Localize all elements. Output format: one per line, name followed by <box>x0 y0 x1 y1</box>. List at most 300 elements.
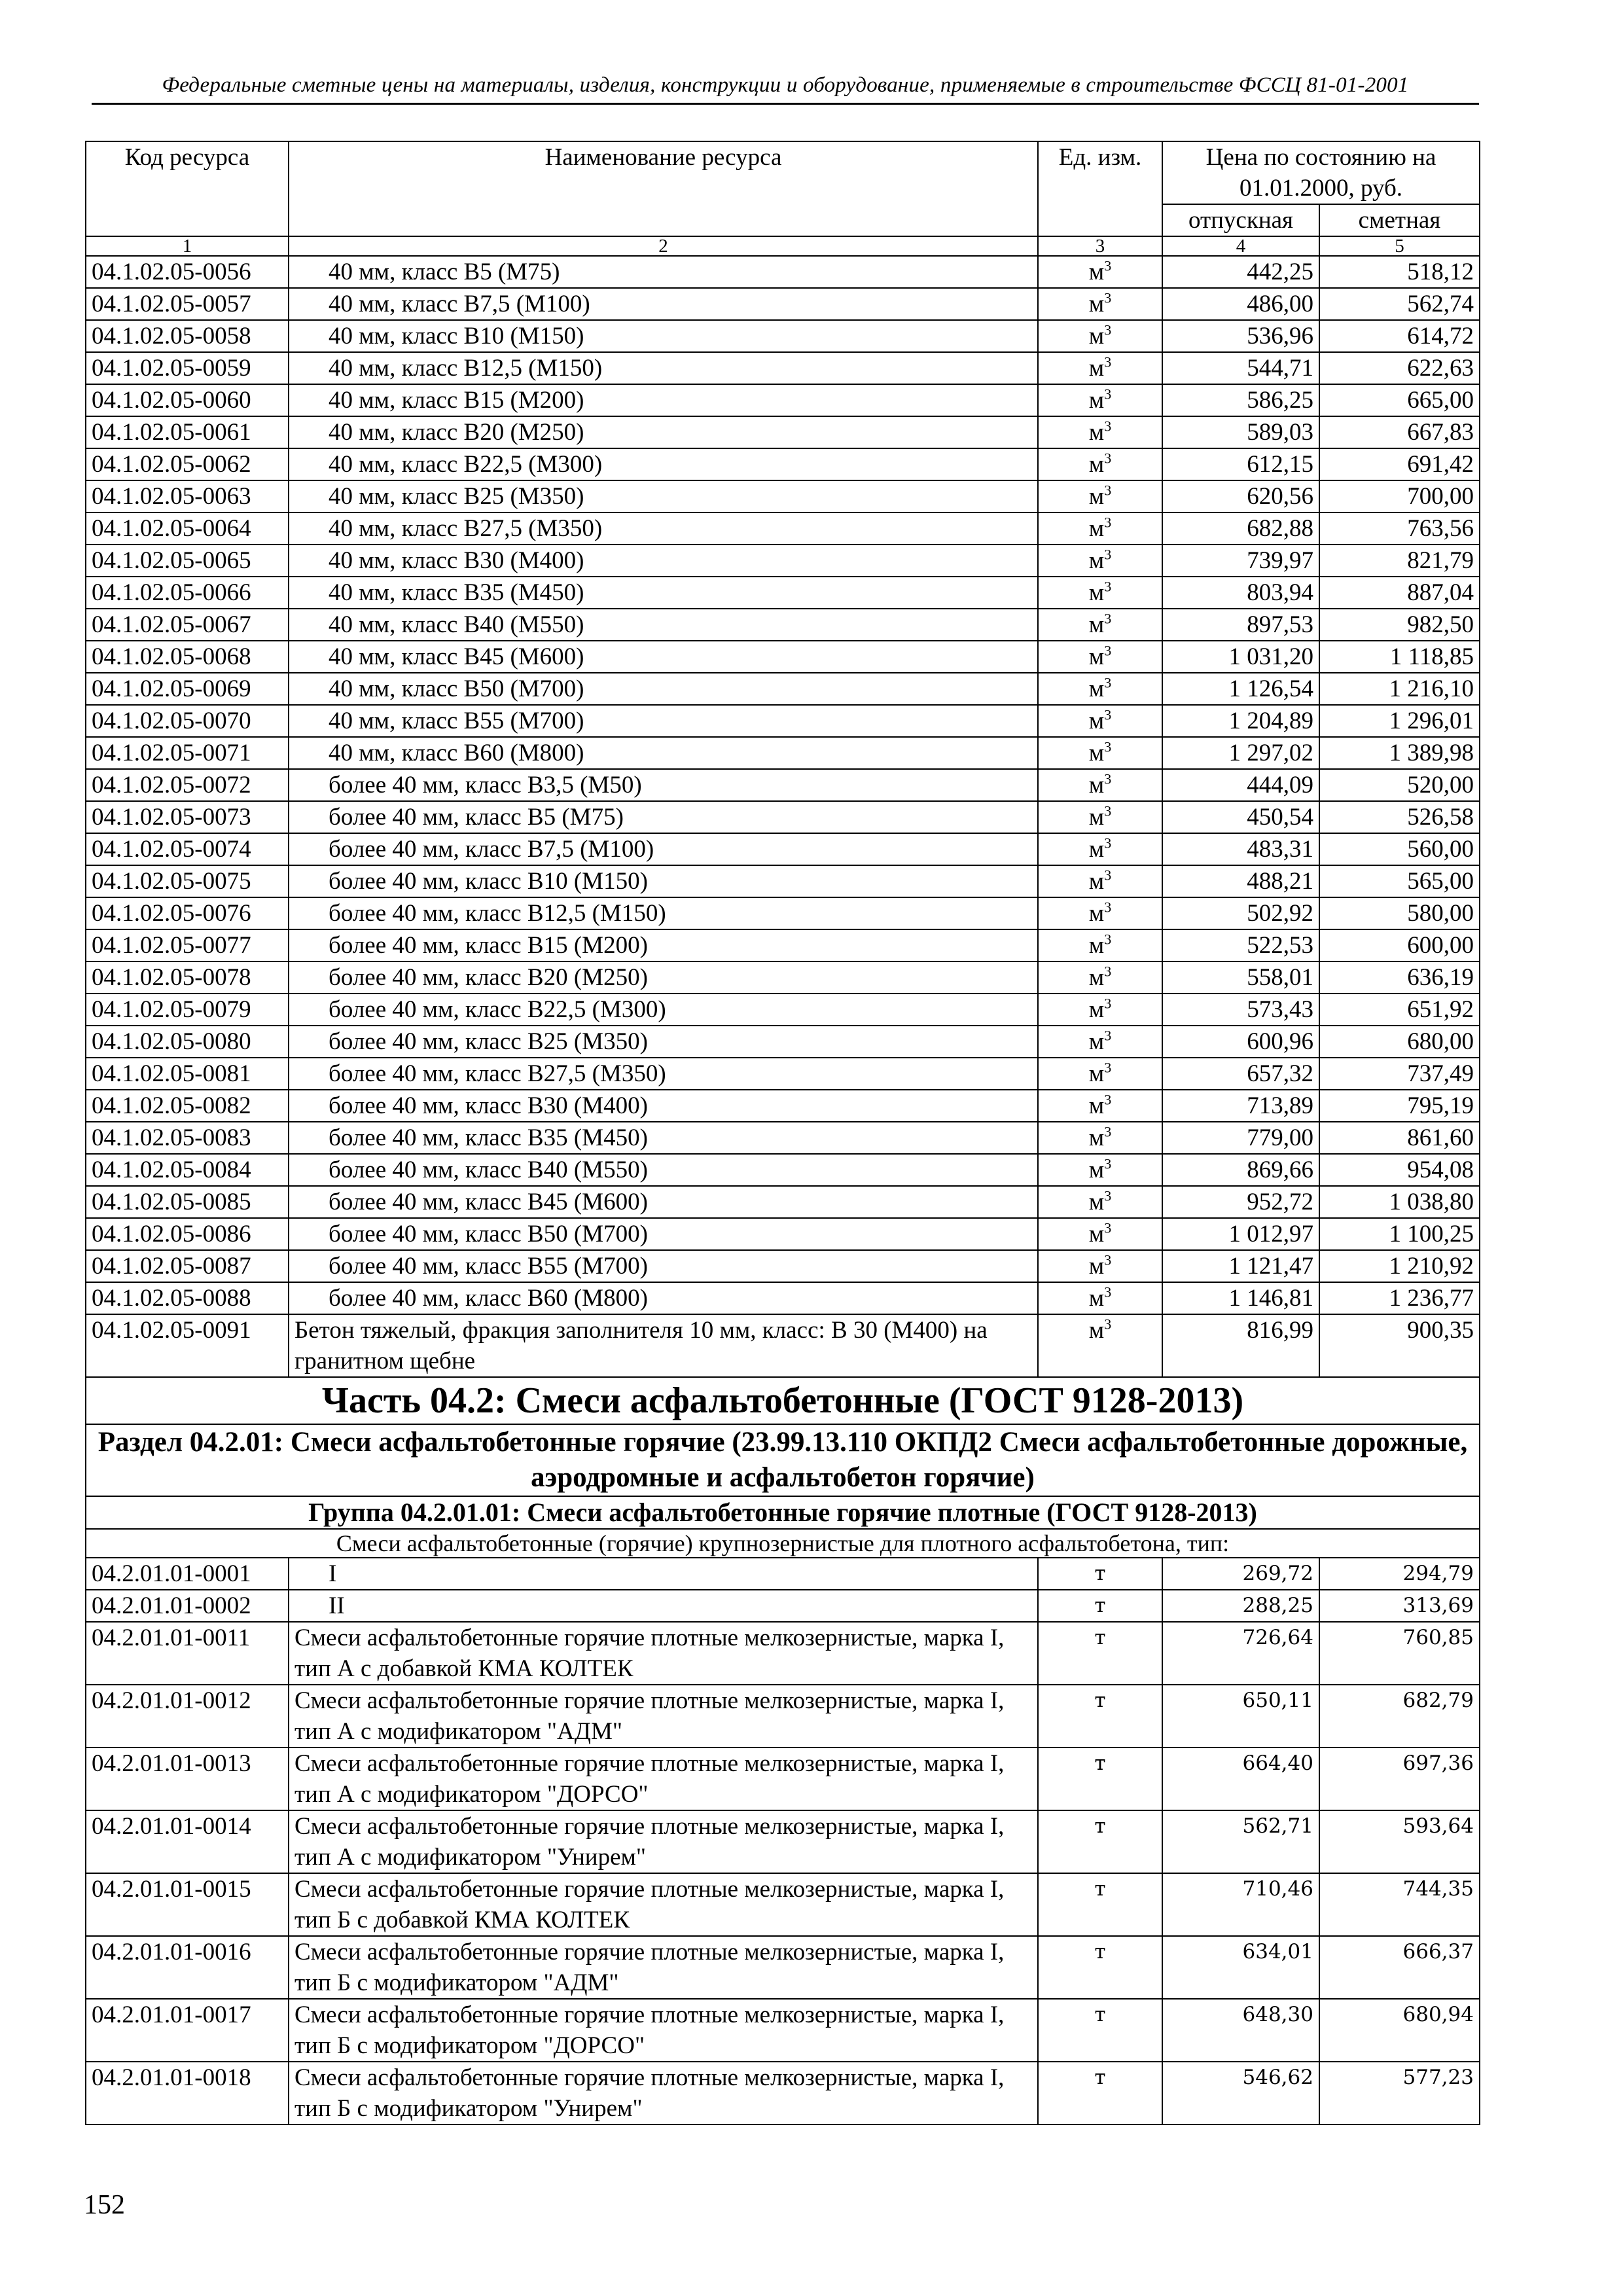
table-row <box>86 1873 1480 1936</box>
resource-name: Смеси асфальтобетонные горячие плотные мелкозернистые, марка I, тип Б с добавкой КМА КОЛТЕК <box>289 1873 1038 1936</box>
unit-text: м <box>1088 419 1105 446</box>
estimate-price: 680,94 <box>1319 1999 1480 2062</box>
unit-text: м <box>1088 483 1105 510</box>
release-price: 657,32 <box>1162 1058 1319 1090</box>
release-price: 612,15 <box>1162 448 1319 480</box>
table-row <box>86 1558 1480 1590</box>
column-header-release-price: отпускная <box>1162 204 1319 236</box>
estimate-price: 700,00 <box>1319 480 1480 512</box>
page-number: 152 <box>84 2190 125 2220</box>
resource-code: 04.1.02.05-0068 <box>86 641 289 673</box>
estimate-price: 887,04 <box>1319 577 1480 609</box>
release-price: 442,25 <box>1162 256 1319 288</box>
release-price: 710,46 <box>1162 1873 1319 1936</box>
unit-superscript: 3 <box>1104 321 1112 338</box>
unit: т <box>1038 1748 1162 1810</box>
table-row <box>86 1250 1480 1282</box>
section-heading: Раздел 04.2.01: Смеси асфальтобетонные горячие (23.99.13.110 ОКПД2 Смеси асфальтобетонные дорожные, аэродромные и асфальтобетон горячие) <box>86 1424 1480 1496</box>
resource-name: 40 мм, класс В25 (М350) <box>289 480 1038 512</box>
release-price: 1 146,81 <box>1162 1282 1319 1314</box>
unit-text: м <box>1088 868 1105 895</box>
unit-text: м <box>1088 1285 1105 1312</box>
unit <box>1038 288 1162 320</box>
unit <box>1038 448 1162 480</box>
resource-name: I <box>289 1558 1038 1590</box>
table-row <box>86 609 1480 641</box>
unit-text: м <box>1088 1221 1105 1247</box>
resource-code: 04.2.01.01-0018 <box>86 2062 289 2125</box>
resource-name: более 40 мм, класс В25 (М350) <box>289 1026 1038 1058</box>
unit-text: м <box>1088 355 1105 382</box>
unit-superscript: 3 <box>1104 514 1112 531</box>
release-price: 664,40 <box>1162 1748 1319 1810</box>
unit-text: м <box>1088 964 1105 991</box>
resource-name: более 40 мм, класс В35 (М450) <box>289 1122 1038 1154</box>
resource-code: 04.1.02.05-0069 <box>86 673 289 705</box>
resource-code: 04.1.02.05-0077 <box>86 929 289 961</box>
unit <box>1038 1250 1162 1282</box>
unit <box>1038 256 1162 288</box>
estimate-price: 313,69 <box>1319 1590 1480 1622</box>
unit: т <box>1038 1622 1162 1685</box>
estimate-price: 565,00 <box>1319 865 1480 897</box>
table-row <box>86 545 1480 577</box>
resource-code: 04.1.02.05-0078 <box>86 961 289 994</box>
resource-code: 04.1.02.05-0076 <box>86 897 289 929</box>
unit <box>1038 641 1162 673</box>
table-row <box>86 994 1480 1026</box>
resource-code: 04.2.01.01-0017 <box>86 1999 289 2062</box>
unit: т <box>1038 2062 1162 2125</box>
resource-code: 04.1.02.05-0091 <box>86 1314 289 1377</box>
table-row <box>86 673 1480 705</box>
unit <box>1038 1058 1162 1090</box>
resource-code: 04.1.02.05-0082 <box>86 1090 289 1122</box>
release-price: 586,25 <box>1162 384 1319 416</box>
release-price: 444,09 <box>1162 769 1319 801</box>
unit <box>1038 577 1162 609</box>
unit: т <box>1038 1936 1162 1999</box>
unit-text: м <box>1088 1124 1105 1151</box>
unit <box>1038 384 1162 416</box>
estimate-price: 1 296,01 <box>1319 705 1480 737</box>
resource-code: 04.1.02.05-0058 <box>86 320 289 352</box>
unit-superscript: 3 <box>1104 995 1112 1012</box>
table-row <box>86 897 1480 929</box>
estimate-price: 560,00 <box>1319 833 1480 865</box>
unit-superscript: 3 <box>1104 642 1112 659</box>
unit-text: м <box>1088 1189 1105 1215</box>
unit: т <box>1038 1685 1162 1748</box>
estimate-price: 795,19 <box>1319 1090 1480 1122</box>
column-number: 3 <box>1038 236 1162 256</box>
unit-text: м <box>1088 1028 1105 1055</box>
table-row <box>86 737 1480 769</box>
table-row <box>86 1058 1480 1090</box>
resource-name: более 40 мм, класс В5 (М75) <box>289 801 1038 833</box>
resource-code: 04.1.02.05-0081 <box>86 1058 289 1090</box>
resource-code: 04.1.02.05-0073 <box>86 801 289 833</box>
table-row <box>86 1218 1480 1250</box>
table-row <box>86 352 1480 384</box>
release-price: 522,53 <box>1162 929 1319 961</box>
resource-code: 04.1.02.05-0065 <box>86 545 289 577</box>
estimate-price: 580,00 <box>1319 897 1480 929</box>
column-number: 2 <box>289 236 1038 256</box>
resource-name: Смеси асфальтобетонные горячие плотные мелкозернистые, марка I, тип А с модификатором "ДОРСО" <box>289 1748 1038 1810</box>
unit <box>1038 769 1162 801</box>
estimate-price: 861,60 <box>1319 1122 1480 1154</box>
resource-name: более 40 мм, класс В20 (М250) <box>289 961 1038 994</box>
unit-superscript: 3 <box>1104 386 1112 403</box>
resource-name: II <box>289 1590 1038 1622</box>
resource-name: 40 мм, класс В60 (М800) <box>289 737 1038 769</box>
table-row <box>86 480 1480 512</box>
estimate-price: 614,72 <box>1319 320 1480 352</box>
group-heading: Группа 04.2.01.01: Смеси асфальтобетонные горячие плотные (ГОСТ 9128-2013) <box>86 1496 1480 1529</box>
resource-code: 04.1.02.05-0085 <box>86 1186 289 1218</box>
table-row <box>86 384 1480 416</box>
unit <box>1038 673 1162 705</box>
unit-superscript: 3 <box>1104 867 1112 884</box>
release-price: 650,11 <box>1162 1685 1319 1748</box>
resource-name: более 40 мм, класс В50 (М700) <box>289 1218 1038 1250</box>
column-header-estimate-price: сметная <box>1319 204 1480 236</box>
release-price: 546,62 <box>1162 2062 1319 2125</box>
resource-code: 04.1.02.05-0067 <box>86 609 289 641</box>
estimate-price: 622,63 <box>1319 352 1480 384</box>
table-row <box>86 1936 1480 1999</box>
unit: т <box>1038 1590 1162 1622</box>
unit-superscript: 3 <box>1104 931 1112 948</box>
unit-text: м <box>1088 1253 1105 1280</box>
unit-text: м <box>1088 740 1105 766</box>
resource-code: 04.1.02.05-0083 <box>86 1122 289 1154</box>
release-price: 488,21 <box>1162 865 1319 897</box>
unit-text: м <box>1088 579 1105 606</box>
estimate-price: 821,79 <box>1319 545 1480 577</box>
estimate-price: 954,08 <box>1319 1154 1480 1186</box>
unit-superscript: 3 <box>1104 738 1112 755</box>
unit <box>1038 865 1162 897</box>
unit-superscript: 3 <box>1104 1316 1112 1333</box>
resource-code: 04.1.02.05-0066 <box>86 577 289 609</box>
subheading: Смеси асфальтобетонные (горячие) крупнозернистые для плотного асфальтобетона, тип: <box>86 1529 1480 1558</box>
estimate-price: 577,23 <box>1319 2062 1480 2125</box>
unit-text: м <box>1088 900 1105 927</box>
resource-code: 04.2.01.01-0012 <box>86 1685 289 1748</box>
unit-superscript: 3 <box>1104 610 1112 627</box>
unit <box>1038 352 1162 384</box>
release-price: 897,53 <box>1162 609 1319 641</box>
unit-superscript: 3 <box>1104 1187 1112 1204</box>
unit <box>1038 512 1162 545</box>
estimate-price: 1 100,25 <box>1319 1218 1480 1250</box>
resource-code: 04.1.02.05-0084 <box>86 1154 289 1186</box>
release-price: 558,01 <box>1162 961 1319 994</box>
table-row <box>86 1282 1480 1314</box>
unit-text: м <box>1088 643 1105 670</box>
asphalt-rows <box>86 1558 1480 2125</box>
resource-name: 40 мм, класс В40 (М550) <box>289 609 1038 641</box>
unit <box>1038 609 1162 641</box>
release-price: 1 121,47 <box>1162 1250 1319 1282</box>
column-header-unit: Ед. изм. <box>1038 141 1162 236</box>
release-price: 648,30 <box>1162 1999 1319 2062</box>
column-number: 5 <box>1319 236 1480 256</box>
release-price: 726,64 <box>1162 1622 1319 1685</box>
unit-text: м <box>1088 259 1105 285</box>
table-row <box>86 448 1480 480</box>
release-price: 634,01 <box>1162 1936 1319 1999</box>
resource-name: 40 мм, класс В15 (М200) <box>289 384 1038 416</box>
resource-name: Бетон тяжелый, фракция заполнителя 10 мм, класс: В 30 (М400) на гранитном щебне <box>289 1314 1038 1377</box>
resource-code: 04.1.02.05-0075 <box>86 865 289 897</box>
resource-code: 04.1.02.05-0059 <box>86 352 289 384</box>
column-header-name: Наименование ресурса <box>289 141 1038 236</box>
unit-text: м <box>1088 804 1105 831</box>
unit <box>1038 480 1162 512</box>
estimate-price: 666,37 <box>1319 1936 1480 1999</box>
release-price: 600,96 <box>1162 1026 1319 1058</box>
resource-code: 04.2.01.01-0011 <box>86 1622 289 1685</box>
release-price: 1 031,20 <box>1162 641 1319 673</box>
table-row <box>86 929 1480 961</box>
resource-name: более 40 мм, класс В27,5 (М350) <box>289 1058 1038 1090</box>
table-row <box>86 1622 1480 1685</box>
release-price: 869,66 <box>1162 1154 1319 1186</box>
estimate-price: 744,35 <box>1319 1873 1480 1936</box>
unit-text: м <box>1088 323 1105 350</box>
release-price: 269,72 <box>1162 1558 1319 1590</box>
column-number: 1 <box>86 236 289 256</box>
unit-superscript: 3 <box>1104 899 1112 916</box>
resource-name: Смеси асфальтобетонные горячие плотные мелкозернистые, марка I, тип Б с модификатором "Унирем" <box>289 2062 1038 2125</box>
release-price: 739,97 <box>1162 545 1319 577</box>
unit-text: м <box>1088 708 1105 734</box>
table-row <box>86 801 1480 833</box>
unit-superscript: 3 <box>1104 674 1112 691</box>
resource-name: 40 мм, класс В12,5 (М150) <box>289 352 1038 384</box>
resource-code: 04.1.02.05-0086 <box>86 1218 289 1250</box>
resource-name: 40 мм, класс В27,5 (М350) <box>289 512 1038 545</box>
estimate-price: 600,00 <box>1319 929 1480 961</box>
unit <box>1038 737 1162 769</box>
unit-text: м <box>1088 675 1105 702</box>
release-price: 1 012,97 <box>1162 1218 1319 1250</box>
unit <box>1038 1154 1162 1186</box>
table-row <box>86 1186 1480 1218</box>
resource-name: 40 мм, класс В55 (М700) <box>289 705 1038 737</box>
unit-superscript: 3 <box>1104 257 1112 274</box>
unit-superscript: 3 <box>1104 1027 1112 1044</box>
estimate-price: 636,19 <box>1319 961 1480 994</box>
unit-text: м <box>1088 1060 1105 1087</box>
table-row <box>86 1999 1480 2062</box>
unit <box>1038 897 1162 929</box>
resource-name: более 40 мм, класс В10 (М150) <box>289 865 1038 897</box>
resource-code: 04.1.02.05-0071 <box>86 737 289 769</box>
unit <box>1038 994 1162 1026</box>
table-row <box>86 577 1480 609</box>
table-row <box>86 961 1480 994</box>
table-row <box>86 833 1480 865</box>
resource-name: более 40 мм, класс В3,5 (М50) <box>289 769 1038 801</box>
estimate-price: 697,36 <box>1319 1748 1480 1810</box>
unit-superscript: 3 <box>1104 1283 1112 1300</box>
estimate-price: 763,56 <box>1319 512 1480 545</box>
resource-code: 04.2.01.01-0013 <box>86 1748 289 1810</box>
release-price: 803,94 <box>1162 577 1319 609</box>
table-row <box>86 256 1480 288</box>
table-row <box>86 416 1480 448</box>
concrete-rows <box>86 256 1480 1314</box>
estimate-price: 520,00 <box>1319 769 1480 801</box>
release-price: 486,00 <box>1162 288 1319 320</box>
unit <box>1038 320 1162 352</box>
resource-code: 04.1.02.05-0072 <box>86 769 289 801</box>
resource-name: Смеси асфальтобетонные горячие плотные мелкозернистые, марка I, тип Б с модификатором "ДОРСО" <box>289 1999 1038 2062</box>
unit-superscript: 3 <box>1104 578 1112 595</box>
resource-name: Смеси асфальтобетонные горячие плотные мелкозернистые, марка I, тип Б с модификатором "АДМ" <box>289 1936 1038 1999</box>
estimate-price: 562,74 <box>1319 288 1480 320</box>
release-price: 620,56 <box>1162 480 1319 512</box>
unit-text: м <box>1088 1317 1105 1344</box>
unit-text: м <box>1088 1092 1105 1119</box>
unit <box>1038 545 1162 577</box>
unit-superscript: 3 <box>1104 289 1112 306</box>
concrete-row-0091-group <box>86 1314 1480 1558</box>
resource-code: 04.1.02.05-0080 <box>86 1026 289 1058</box>
unit <box>1038 961 1162 994</box>
resource-code: 04.1.02.05-0060 <box>86 384 289 416</box>
part-heading-row <box>86 1377 1480 1424</box>
estimate-price: 1 216,10 <box>1319 673 1480 705</box>
table-row <box>86 1154 1480 1186</box>
table-row <box>86 705 1480 737</box>
estimate-price: 1 038,80 <box>1319 1186 1480 1218</box>
resource-name: 40 мм, класс В45 (М600) <box>289 641 1038 673</box>
unit-superscript: 3 <box>1104 1123 1112 1140</box>
estimate-price: 680,00 <box>1319 1026 1480 1058</box>
release-price: 682,88 <box>1162 512 1319 545</box>
release-price: 288,25 <box>1162 1590 1319 1622</box>
table-row <box>86 641 1480 673</box>
resource-name: 40 мм, класс В20 (М250) <box>289 416 1038 448</box>
unit: т <box>1038 1999 1162 2062</box>
resource-code: 04.1.02.05-0074 <box>86 833 289 865</box>
unit-superscript: 3 <box>1104 706 1112 723</box>
resource-name: 40 мм, класс В22,5 (М300) <box>289 448 1038 480</box>
estimate-price: 691,42 <box>1319 448 1480 480</box>
unit <box>1038 416 1162 448</box>
resource-name: более 40 мм, класс В7,5 (М100) <box>289 833 1038 865</box>
resource-code: 04.1.02.05-0057 <box>86 288 289 320</box>
section-heading-row <box>86 1424 1480 1496</box>
release-price: 779,00 <box>1162 1122 1319 1154</box>
unit-text: м <box>1088 836 1105 863</box>
release-price: 450,54 <box>1162 801 1319 833</box>
resource-name: 40 мм, класс В50 (М700) <box>289 673 1038 705</box>
unit <box>1038 1314 1162 1377</box>
resource-code: 04.1.02.05-0087 <box>86 1250 289 1282</box>
unit-superscript: 3 <box>1104 834 1112 852</box>
estimate-price: 1 236,77 <box>1319 1282 1480 1314</box>
resource-name: более 40 мм, класс В40 (М550) <box>289 1154 1038 1186</box>
resource-name: Смеси асфальтобетонные горячие плотные мелкозернистые, марка I, тип А с добавкой КМА КОЛТЕК <box>289 1622 1038 1685</box>
column-header-code: Код ресурса <box>86 141 289 236</box>
unit-superscript: 3 <box>1104 963 1112 980</box>
estimate-price: 593,64 <box>1319 1810 1480 1873</box>
release-price: 713,89 <box>1162 1090 1319 1122</box>
table-row <box>86 865 1480 897</box>
unit: т <box>1038 1810 1162 1873</box>
resource-name: более 40 мм, класс В55 (М700) <box>289 1250 1038 1282</box>
release-price: 816,99 <box>1162 1314 1319 1377</box>
resource-name: более 40 мм, класс В15 (М200) <box>289 929 1038 961</box>
estimate-price: 737,49 <box>1319 1058 1480 1090</box>
unit <box>1038 1026 1162 1058</box>
column-header-price-group: Цена по состоянию на 01.01.2000, руб. <box>1162 141 1480 204</box>
table-row <box>86 1810 1480 1873</box>
table-row <box>86 1748 1480 1810</box>
subheading-row <box>86 1529 1480 1558</box>
resource-name: более 40 мм, класс В45 (М600) <box>289 1186 1038 1218</box>
estimate-price: 1 118,85 <box>1319 641 1480 673</box>
resource-name: 40 мм, класс В10 (М150) <box>289 320 1038 352</box>
estimate-price: 682,79 <box>1319 1685 1480 1748</box>
unit-superscript: 3 <box>1104 450 1112 467</box>
unit <box>1038 705 1162 737</box>
release-price: 952,72 <box>1162 1186 1319 1218</box>
table-row <box>86 769 1480 801</box>
resource-code: 04.1.02.05-0063 <box>86 480 289 512</box>
unit <box>1038 1186 1162 1218</box>
unit-text: м <box>1088 547 1105 574</box>
estimate-price: 900,35 <box>1319 1314 1480 1377</box>
unit <box>1038 1122 1162 1154</box>
unit <box>1038 1218 1162 1250</box>
resource-code: 04.1.02.05-0070 <box>86 705 289 737</box>
unit-superscript: 3 <box>1104 802 1112 819</box>
table-row <box>86 1314 1480 1377</box>
release-price: 1 204,89 <box>1162 705 1319 737</box>
unit <box>1038 801 1162 833</box>
resource-name: более 40 мм, класс В30 (М400) <box>289 1090 1038 1122</box>
unit <box>1038 833 1162 865</box>
resource-code: 04.1.02.05-0088 <box>86 1282 289 1314</box>
resource-name: Смеси асфальтобетонные горячие плотные мелкозернистые, марка I, тип А с модификатором "Унирем" <box>289 1810 1038 1873</box>
unit-text: м <box>1088 451 1105 478</box>
release-price: 502,92 <box>1162 897 1319 929</box>
resource-code: 04.1.02.05-0056 <box>86 256 289 288</box>
resource-name: более 40 мм, класс В22,5 (М300) <box>289 994 1038 1026</box>
release-price: 1 126,54 <box>1162 673 1319 705</box>
page-header-title: Федеральные сметные цены на материалы, изделия, конструкции и оборудование, применяемые в строительстве ФССЦ 81-01-2001 <box>92 73 1479 105</box>
unit-superscript: 3 <box>1104 418 1112 435</box>
table-row <box>86 1590 1480 1622</box>
unit-superscript: 3 <box>1104 482 1112 499</box>
table-row <box>86 1090 1480 1122</box>
resource-name: более 40 мм, класс В60 (М800) <box>289 1282 1038 1314</box>
estimate-price: 1 210,92 <box>1319 1250 1480 1282</box>
unit-superscript: 3 <box>1104 1251 1112 1268</box>
resource-code: 04.1.02.05-0061 <box>86 416 289 448</box>
unit-text: м <box>1088 387 1105 414</box>
estimate-price: 760,85 <box>1319 1622 1480 1685</box>
unit-text: м <box>1088 291 1105 317</box>
resource-code: 04.1.02.05-0064 <box>86 512 289 545</box>
